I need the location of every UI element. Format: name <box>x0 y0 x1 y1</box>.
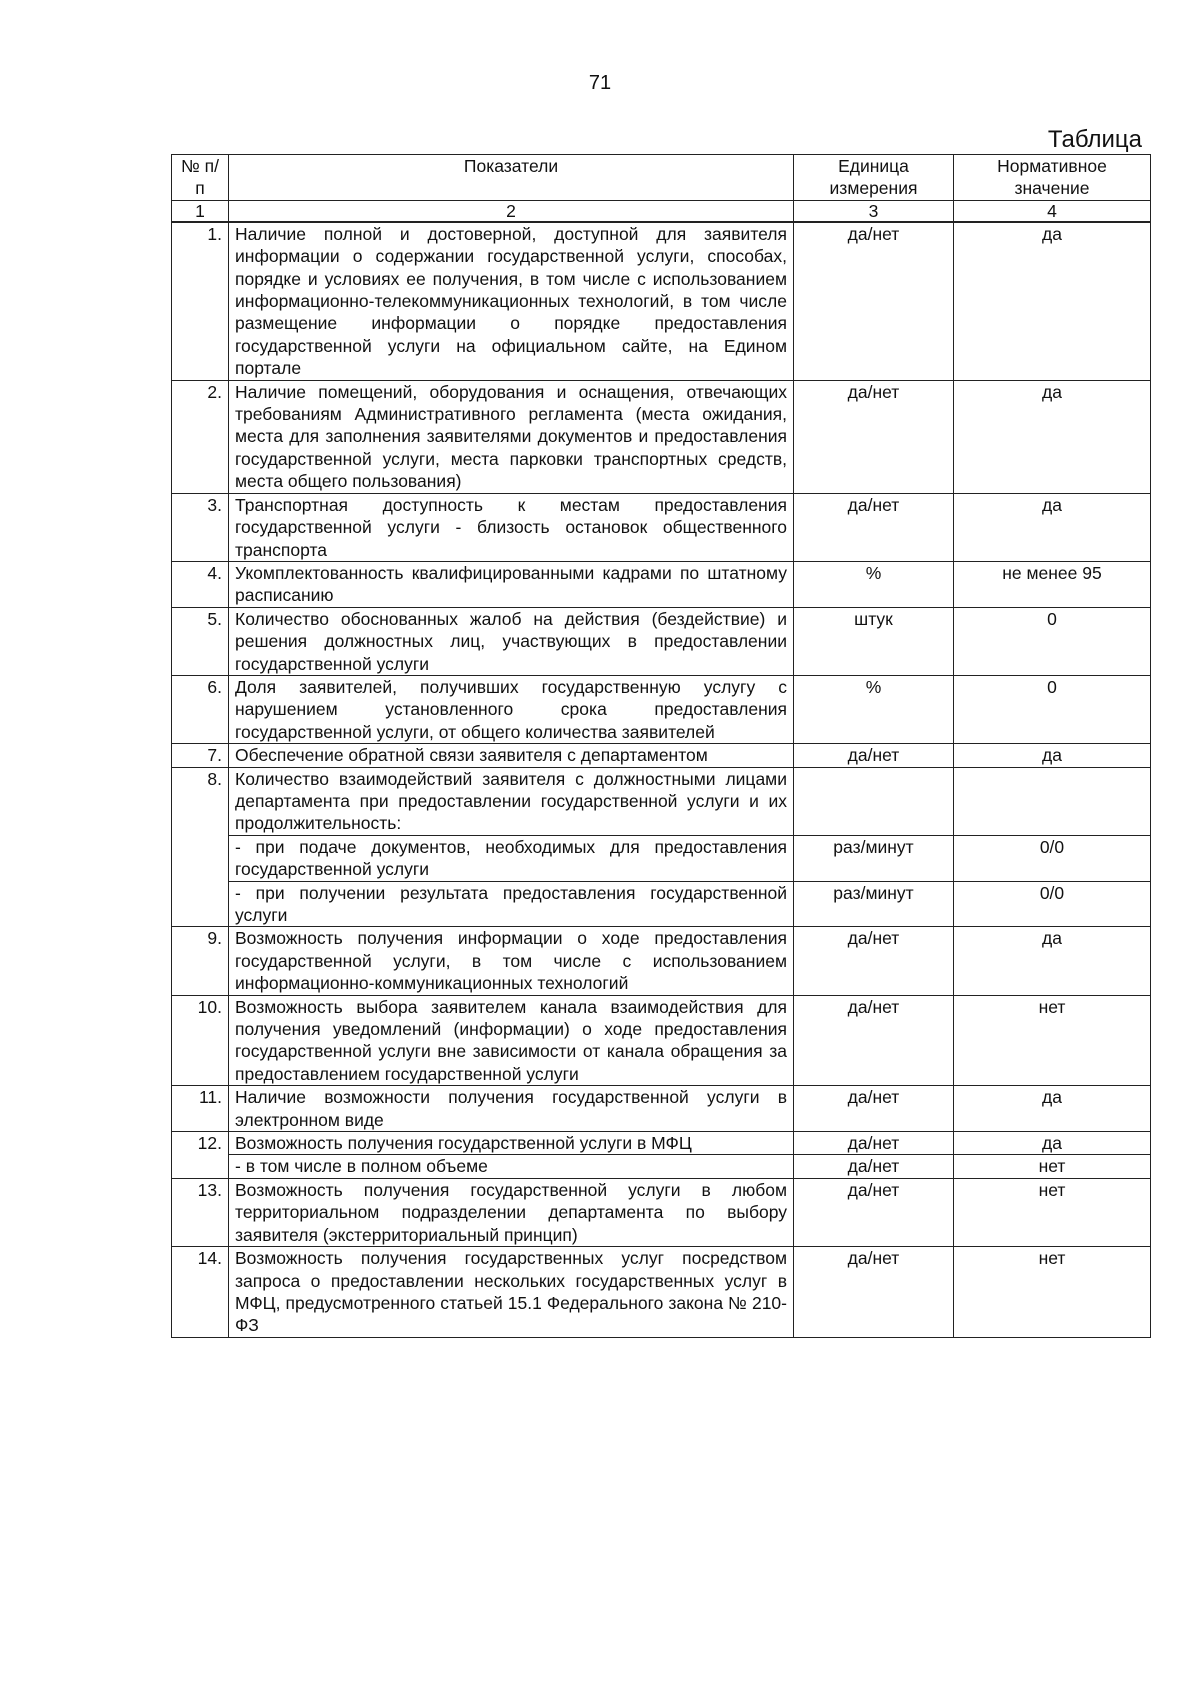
header-indicator: Показатели <box>229 155 794 201</box>
row-value: да <box>954 222 1151 380</box>
row-value: нет <box>954 1178 1151 1246</box>
row-number: 5. <box>172 607 229 675</box>
row-unit: да/нет <box>794 1155 954 1178</box>
row-unit: да/нет <box>794 1086 954 1132</box>
row-value: 0 <box>954 607 1151 675</box>
row-number: 13. <box>172 1178 229 1246</box>
row-number: 9. <box>172 927 229 995</box>
row-indicator: Возможность получения информации о ходе предоставления государственной услуги, в том числе с использованием информационно-коммуникационных технологий <box>229 927 794 995</box>
indicators-table <box>171 154 1151 1338</box>
row-unit: да/нет <box>794 380 954 493</box>
row-value: нет <box>954 1247 1151 1338</box>
table-row <box>172 995 1151 1086</box>
row-unit: раз/минут <box>794 835 954 881</box>
table-subrow <box>172 835 1151 881</box>
table-header-row <box>172 155 1151 201</box>
row-number: 4. <box>172 561 229 607</box>
row-indicator: - при подаче документов, необходимых для предоставления государственной услуги <box>229 835 794 881</box>
table-row <box>172 607 1151 675</box>
row-number: 10. <box>172 995 229 1086</box>
row-indicator: - при получении результата предоставления государственной услуги <box>229 881 794 927</box>
row-value: нет <box>954 1155 1151 1178</box>
row-value: 0/0 <box>954 835 1151 881</box>
row-indicator: Укомплектованность квалифицированными кадрами по штатному расписанию <box>229 561 794 607</box>
row-indicator: Возможность получения государственных услуг посредством запроса о предоставлении нескольких государственных услуг в МФЦ, предусмотренного статьей 15.1 Федерального закона № 210-ФЗ <box>229 1247 794 1338</box>
row-unit: да/нет <box>794 1132 954 1155</box>
row-unit: да/нет <box>794 222 954 380</box>
table-row <box>172 675 1151 743</box>
table-subrow <box>172 881 1151 927</box>
row-unit: да/нет <box>794 1247 954 1338</box>
row-unit: % <box>794 561 954 607</box>
column-number: 3 <box>794 200 954 222</box>
table-row <box>172 1178 1151 1246</box>
row-indicator: Наличие помещений, оборудования и оснащения, отвечающих требованиям Административного регламента (места ожидания, места для заполнения заявителями документов и предоставления государственной услуги, места парковки транспортных средств, места общего пользования) <box>229 380 794 493</box>
header-num: № п/п <box>172 155 229 201</box>
table-row <box>172 1132 1151 1155</box>
column-number-row <box>172 200 1151 222</box>
row-value: не менее 95 <box>954 561 1151 607</box>
table-row <box>172 561 1151 607</box>
row-value <box>954 767 1151 835</box>
row-indicator: Наличие полной и достоверной, доступной для заявителя информации о содержании государственной услуги, способах, порядке и условиях ее получения, в том числе с использованием информационно-телекоммуникационных технологий, в том числе размещение информации о порядке предоставления государственной услуги на официальном сайте, на Едином портале <box>229 222 794 380</box>
row-indicator: Наличие возможности получения государственной услуги в электронном виде <box>229 1086 794 1132</box>
row-number <box>172 835 229 881</box>
table-row <box>172 493 1151 561</box>
row-value: да <box>954 1132 1151 1155</box>
row-indicator: - в том числе в полном объеме <box>229 1155 794 1178</box>
row-unit: да/нет <box>794 995 954 1086</box>
row-value: да <box>954 744 1151 767</box>
table-row <box>172 767 1151 835</box>
row-value: 0/0 <box>954 881 1151 927</box>
row-unit: да/нет <box>794 1178 954 1246</box>
row-number: 7. <box>172 744 229 767</box>
row-unit: раз/минут <box>794 881 954 927</box>
row-value: нет <box>954 995 1151 1086</box>
row-number: 11. <box>172 1086 229 1132</box>
row-value: да <box>954 380 1151 493</box>
row-number: 12. <box>172 1132 229 1155</box>
row-unit: штук <box>794 607 954 675</box>
table-row <box>172 222 1151 380</box>
table-row <box>172 927 1151 995</box>
row-number <box>172 1155 229 1178</box>
row-indicator: Транспортная доступность к местам предоставления государственной услуги - близость остановок общественного транспорта <box>229 493 794 561</box>
row-indicator: Возможность получения государственной услуги в МФЦ <box>229 1132 794 1155</box>
row-number: 2. <box>172 380 229 493</box>
table-subrow <box>172 1155 1151 1178</box>
row-indicator: Количество обоснованных жалоб на действия (бездействие) и решения должностных лиц, участвующих в предоставлении государственной услуги <box>229 607 794 675</box>
row-number: 6. <box>172 675 229 743</box>
row-unit: да/нет <box>794 744 954 767</box>
table-row <box>172 380 1151 493</box>
row-unit: % <box>794 675 954 743</box>
row-indicator: Обеспечение обратной связи заявителя с департаментом <box>229 744 794 767</box>
row-value: да <box>954 927 1151 995</box>
row-number: 8. <box>172 767 229 835</box>
column-number: 4 <box>954 200 1151 222</box>
row-number: 3. <box>172 493 229 561</box>
row-value: 0 <box>954 675 1151 743</box>
column-number: 2 <box>229 200 794 222</box>
page-number: 71 <box>588 72 612 94</box>
row-unit <box>794 767 954 835</box>
row-unit: да/нет <box>794 927 954 995</box>
header-unit: Единица измерения <box>794 155 954 201</box>
row-indicator: Количество взаимодействий заявителя с должностными лицами департамента при предоставлении государственной услуги и их продолжительность: <box>229 767 794 835</box>
row-number: 1. <box>172 222 229 380</box>
row-indicator: Возможность выбора заявителем канала взаимодействия для получения уведомлений (информации) о ходе предоставления государственной услуги вне зависимости от канала обращения за предоставлением государственной услуги <box>229 995 794 1086</box>
row-value: да <box>954 1086 1151 1132</box>
header-value: Нормативное значение <box>954 155 1151 201</box>
table-row <box>172 1247 1151 1338</box>
table-row <box>172 744 1151 767</box>
table-label: Таблица <box>1047 126 1142 153</box>
column-number: 1 <box>172 200 229 222</box>
table-row <box>172 1086 1151 1132</box>
row-indicator: Доля заявителей, получивших государственную услугу с нарушением установленного срока предоставления государственной услуги, от общего количества заявителей <box>229 675 794 743</box>
row-number: 14. <box>172 1247 229 1338</box>
row-value: да <box>954 493 1151 561</box>
row-number <box>172 881 229 927</box>
row-indicator: Возможность получения государственной услуги в любом территориальном подразделении департамента по выбору заявителя (экстерриториальный принцип) <box>229 1178 794 1246</box>
row-unit: да/нет <box>794 493 954 561</box>
